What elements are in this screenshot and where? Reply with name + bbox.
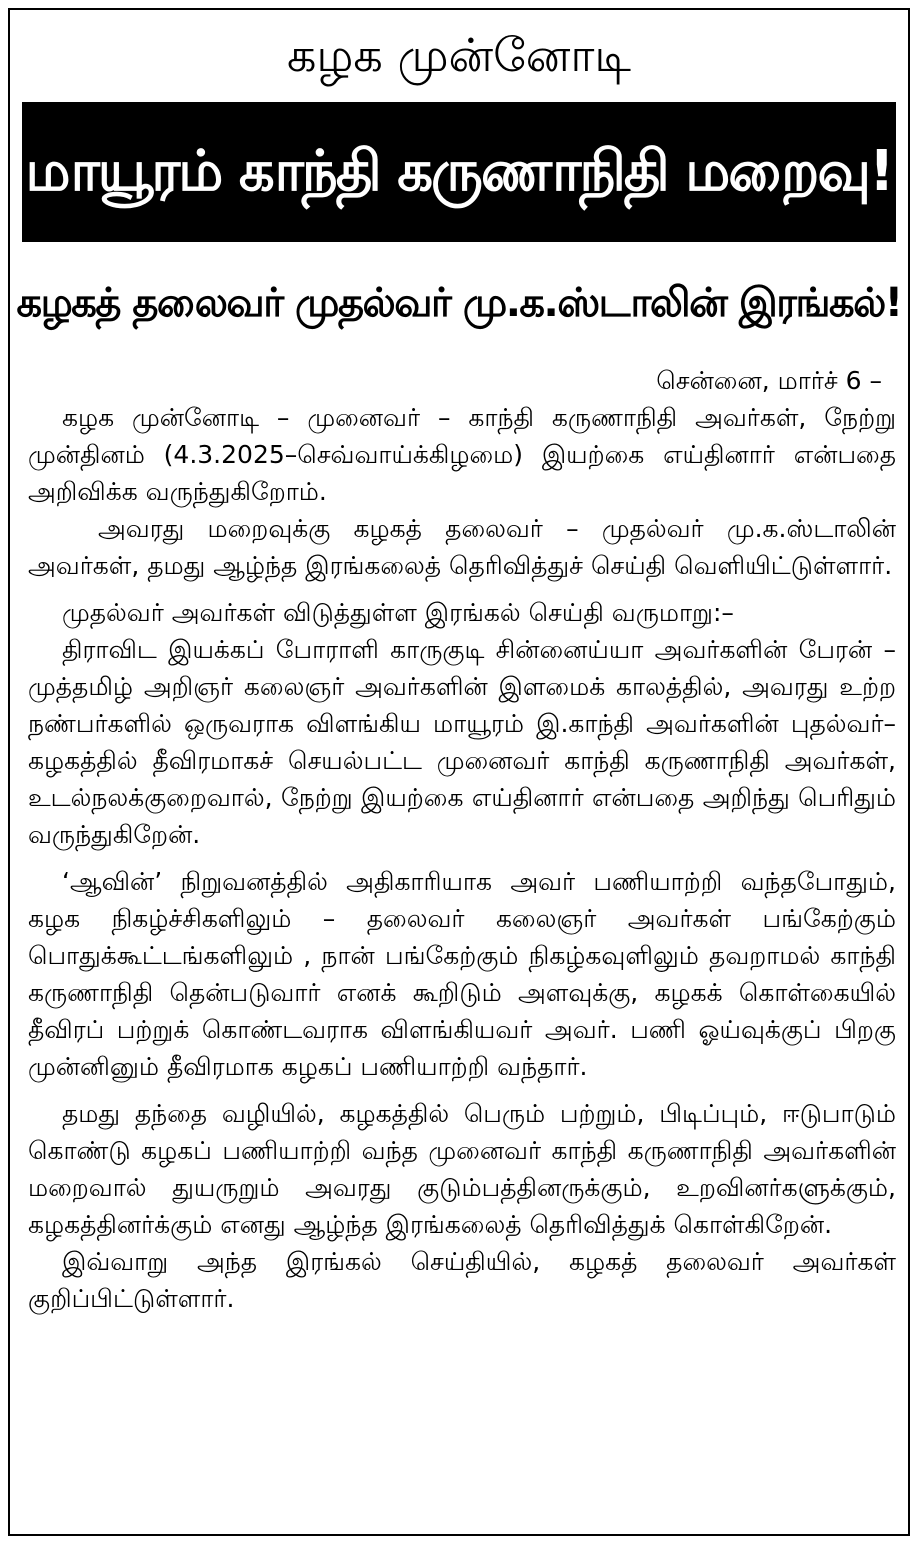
news-clipping (8, 8, 910, 1536)
article-paragraph: முதல்வர் அவர்கள் விடுத்துள்ள இரங்கல் செய்தி வருமாறு:– (62, 598, 734, 627)
article-body (28, 362, 896, 1317)
headline-banner: மாயூரம் காந்தி கருணாநிதி மறைவு! (22, 102, 896, 242)
article-paragraph: இவ்வாறு அந்த இரங்கல் செய்தியில், கழகத் தலைவர் அவர்கள் குறிப்பிட்டுள்ளார். (28, 1247, 896, 1313)
article-paragraph: கழக முன்னோடி – முனைவர் – காந்தி கருணாநிதி அவர்கள், நேற்று முன்தினம் (4.3.2025–செவ்வாய்க்கிழமை) இயற்கை எய்தினார் என்பதை அறிவிக்க வருந்துகிறோம். (28, 403, 896, 506)
article-paragraph: ‘ஆவின்’ நிறுவனத்தில் அதிகாரியாக அவர் பணியாற்றி வந்தபோதும், கழக நிகழ்ச்சிகளிலும் – தலைவர் கலைஞர் அவர்கள் பங்கேற்கும் பொதுக்கூட்டங்களிலும் , நான் பங்கேற்கும் நிகழ்கவுளிலும் தவறாமல் காந்தி கருணாநிதி தென்படுவார் எனக் கூறிடும் அளவுக்கு, கழகக் கொள்கையில் தீவிரப் பற்றுக் கொண்டவராக விளங்கியவர் அவர். பணி ஓய்வுக்குப் பிறகு முன்னினும் தீவிரமாக கழகப் பணியாற்றி வந்தார். (28, 867, 896, 1081)
article-paragraph: அவரது மறைவுக்கு கழகத் தலைவர் – முதல்வர் மு.க.ஸ்டாலின் அவர்கள், தமது ஆழ்ந்த இரங்கலைத் தெரிவித்துச் செய்தி வெளியிட்டுள்ளார். (28, 514, 896, 580)
article-paragraph: திராவிட இயக்கப் போராளி காருகுடி சின்னைய்யா அவர்களின் பேரன் – முத்தமிழ் அறிஞர் கலைஞர் அவர்களின் இளமைக் காலத்தில், அவரது உற்ற நண்பர்களில் ஒருவராக விளங்கிய மாயூரம் இ.காந்தி அவர்களின் புதல்வர்– கழகத்தில் தீவிரமாகச் செயல்பட்ட முனைவர் காந்தி கருணாநிதி அவர்கள், உடல்நலக்குறைவால், நேற்று இயற்கை எய்தினார் என்பதை அறிந்து பெரிதும் வருந்துகிறேன். (28, 635, 896, 849)
dateline: சென்னை, மார்ச் 6 – (656, 366, 882, 395)
kicker-heading: கழக முன்னோடி (286, 28, 632, 82)
subheadline: கழகத் தலைவர் முதல்வர் மு.க.ஸ்டாலின் இரங்கல்! (16, 280, 902, 326)
article-paragraph: தமது தந்தை வழியில், கழகத்தில் பெரும் பற்றும், பிடிப்பும், ஈடுபாடும் கொண்டு கழகப் பணியாற்றி வந்த முனைவர் காந்தி கருணாநிதி அவர்களின் மறைவால் துயருறும் அவரது குடும்பத்தினருக்கும், உறவினர்களுக்கும், கழகத்தினர்க்கும் எனது ஆழ்ந்த இரங்கலைத் தெரிவித்துக் கொள்கிறேன். (28, 1099, 896, 1239)
